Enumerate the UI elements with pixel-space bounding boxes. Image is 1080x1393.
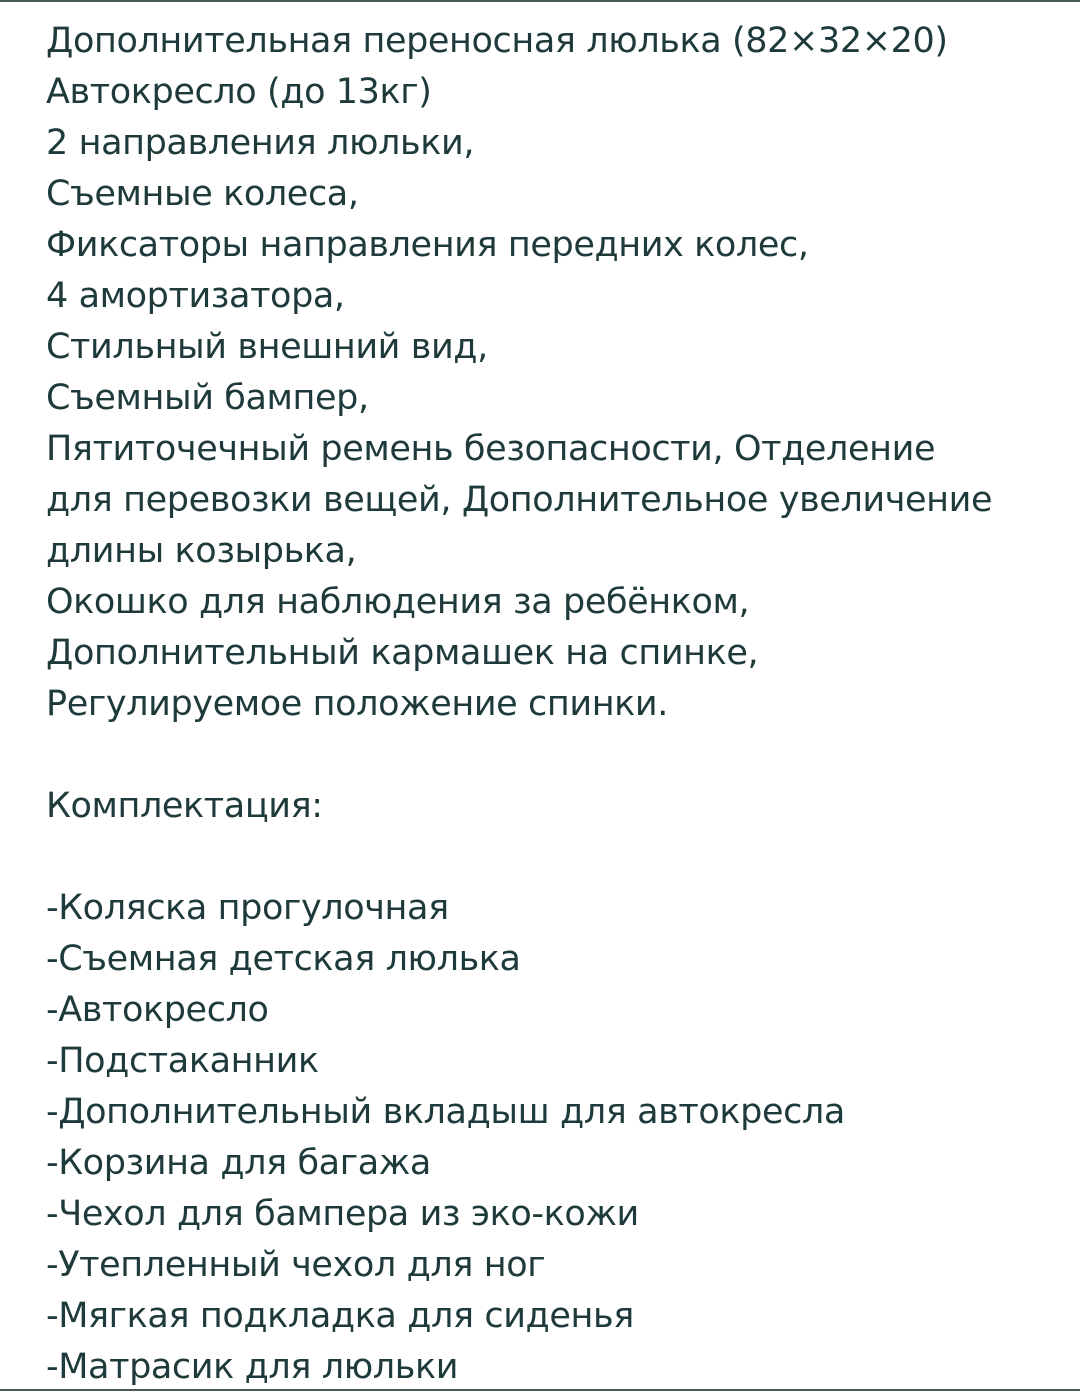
feature-line: длины козырька,: [46, 531, 357, 571]
feature-line: Регулируемое положение спинки.: [46, 684, 668, 724]
kit-title: Комплектация:: [46, 786, 323, 826]
feature-line: Стильный внешний вид,: [46, 327, 488, 367]
kit-item: -Чехол для бампера из эко-кожи: [46, 1194, 639, 1234]
feature-line: Съемные колеса,: [46, 174, 359, 214]
feature-line: Дополнительная переносная люлька (82×32×20): [46, 21, 948, 61]
feature-line: Окошко для наблюдения за ребёнком,: [46, 582, 750, 622]
feature-line: Пятиточечный ремень безопасности, Отделение: [46, 429, 936, 469]
feature-line: Съемный бампер,: [46, 378, 369, 418]
feature-line: для перевозки вещей, Дополнительное увеличение: [46, 480, 993, 520]
kit-item: -Съемная детская люлька: [46, 939, 521, 979]
kit-item: -Утепленный чехол для ног: [46, 1245, 546, 1285]
feature-line: Дополнительный кармашек на спинке,: [46, 633, 759, 673]
kit-item: -Автокресло: [46, 990, 269, 1030]
features-list: [46, 16, 1066, 730]
feature-line: Фиксаторы направления передних колес,: [46, 225, 809, 265]
kit-item: -Матрасик для люльки: [46, 1347, 459, 1387]
kit-item: -Подстаканник: [46, 1041, 319, 1081]
document-text: [46, 16, 1066, 1393]
feature-line: 4 амортизатора,: [46, 276, 345, 316]
kit-item: -Корзина для багажа: [46, 1143, 431, 1183]
kit-item: -Дополнительный вкладыш для автокресла: [46, 1092, 845, 1132]
feature-line: Автокресло (до 13кг): [46, 72, 432, 112]
kit-list: [46, 883, 1066, 1393]
kit-item: -Мягкая подкладка для сиденья: [46, 1296, 634, 1336]
feature-line: 2 направления люльки,: [46, 123, 475, 163]
kit-item: -Коляска прогулочная: [46, 888, 449, 928]
